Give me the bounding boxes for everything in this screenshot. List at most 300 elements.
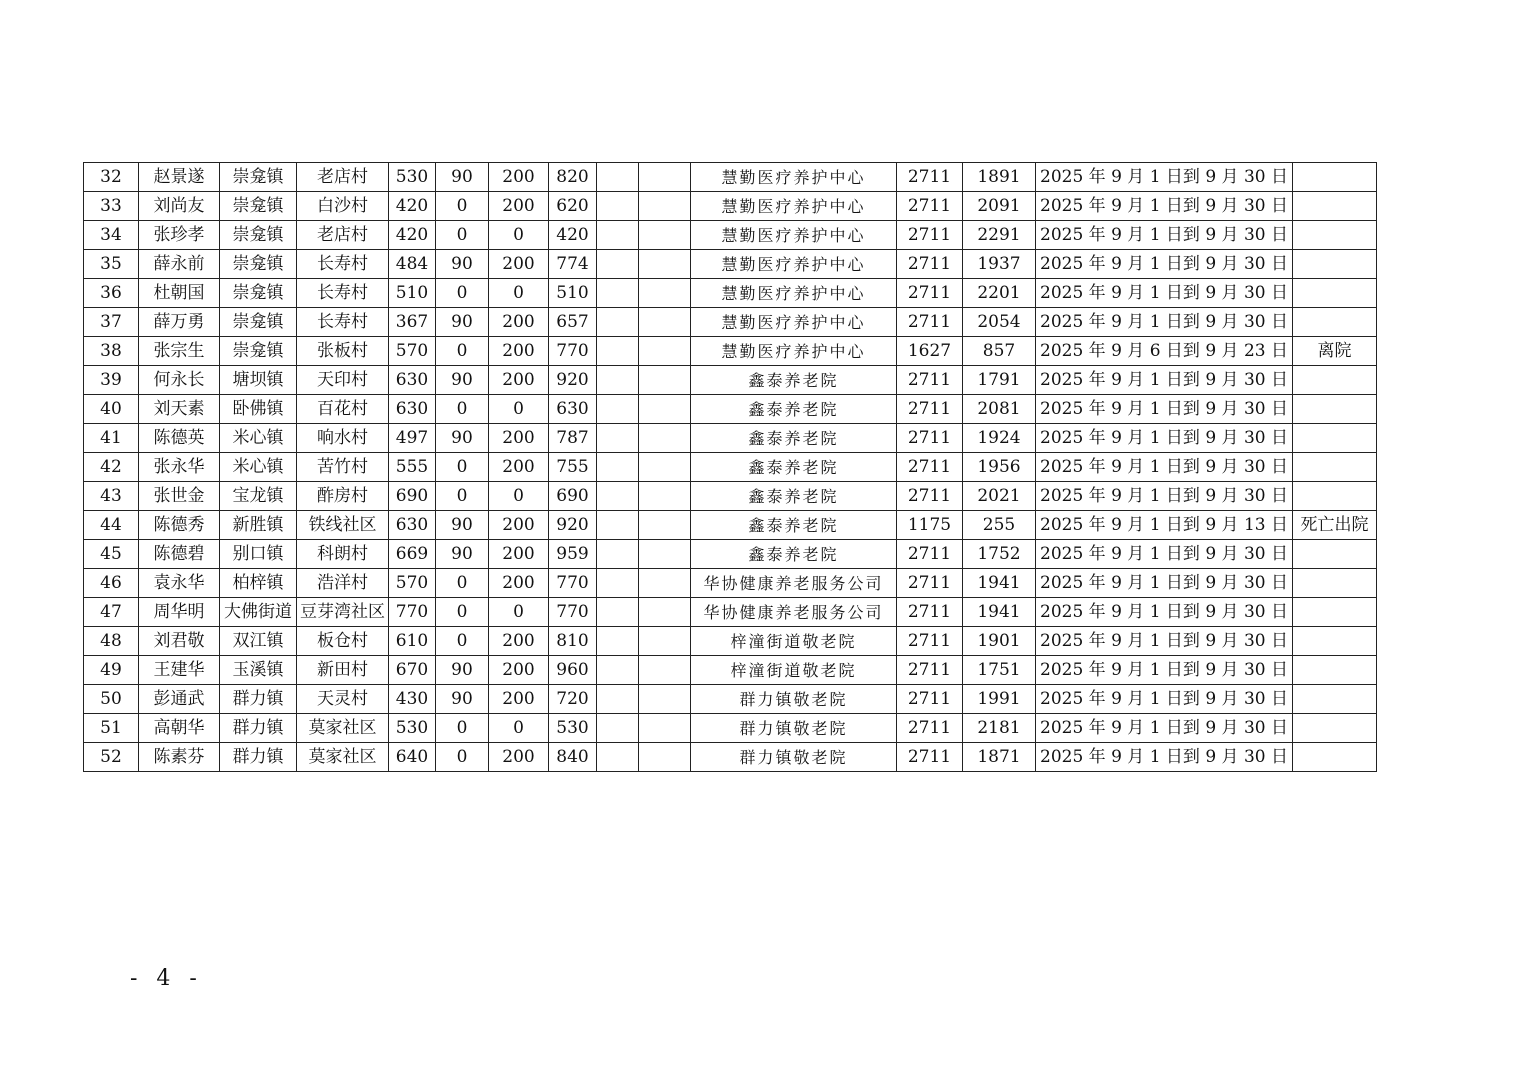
resident-name: 薛永前 [139, 250, 220, 279]
town: 新胜镇 [220, 511, 297, 540]
village: 酢房村 [297, 482, 389, 511]
table-row [84, 511, 1377, 540]
town: 卧佛镇 [220, 395, 297, 424]
service-period: 2025 年 9 月 1 日到 9 月 30 日 [1036, 453, 1293, 482]
empty-cell [639, 221, 691, 250]
fee-amount: 2711 [897, 656, 963, 685]
empty-cell [597, 540, 639, 569]
remark [1293, 308, 1377, 337]
empty-cell [639, 163, 691, 192]
row-number: 39 [84, 366, 139, 395]
town: 双江镇 [220, 627, 297, 656]
empty-cell [639, 511, 691, 540]
village: 响水村 [297, 424, 389, 453]
institution-name: 鑫泰养老院 [691, 424, 897, 453]
care-amount: 200 [489, 163, 549, 192]
fee-amount: 2711 [897, 714, 963, 743]
base-amount: 420 [389, 192, 436, 221]
table-row [84, 482, 1377, 511]
village: 莫家社区 [297, 714, 389, 743]
service-period: 2025 年 9 月 1 日到 9 月 30 日 [1036, 221, 1293, 250]
empty-cell [639, 395, 691, 424]
empty-cell [639, 337, 691, 366]
empty-cell [597, 424, 639, 453]
empty-cell [597, 569, 639, 598]
row-number: 32 [84, 163, 139, 192]
town: 崇龛镇 [220, 279, 297, 308]
resident-name: 刘天素 [139, 395, 220, 424]
village: 老店村 [297, 221, 389, 250]
balance-amount: 1751 [963, 656, 1036, 685]
care-amount: 200 [489, 743, 549, 772]
service-period: 2025 年 9 月 1 日到 9 月 30 日 [1036, 656, 1293, 685]
resident-name: 高朝华 [139, 714, 220, 743]
town: 崇龛镇 [220, 308, 297, 337]
town: 别口镇 [220, 540, 297, 569]
subsidy-amount: 0 [436, 482, 489, 511]
town: 崇龛镇 [220, 250, 297, 279]
row-number: 48 [84, 627, 139, 656]
table-row [84, 656, 1377, 685]
subsidy-amount: 0 [436, 627, 489, 656]
remark: 离院 [1293, 337, 1377, 366]
empty-cell [597, 337, 639, 366]
empty-cell [639, 308, 691, 337]
resident-name: 张世金 [139, 482, 220, 511]
subsidy-amount: 90 [436, 250, 489, 279]
service-period: 2025 年 9 月 1 日到 9 月 30 日 [1036, 192, 1293, 221]
fee-amount: 2711 [897, 453, 963, 482]
service-period: 2025 年 9 月 1 日到 9 月 30 日 [1036, 482, 1293, 511]
empty-cell [597, 250, 639, 279]
fee-amount: 2711 [897, 743, 963, 772]
total-amount: 770 [549, 337, 597, 366]
empty-cell [639, 627, 691, 656]
table-row [84, 395, 1377, 424]
base-amount: 530 [389, 163, 436, 192]
remark [1293, 366, 1377, 395]
table-row [84, 192, 1377, 221]
fee-amount: 2711 [897, 424, 963, 453]
town: 崇龛镇 [220, 163, 297, 192]
balance-amount: 255 [963, 511, 1036, 540]
empty-cell [639, 250, 691, 279]
base-amount: 669 [389, 540, 436, 569]
total-amount: 820 [549, 163, 597, 192]
remark [1293, 279, 1377, 308]
town: 群力镇 [220, 743, 297, 772]
subsidy-amount: 0 [436, 221, 489, 250]
village: 百花村 [297, 395, 389, 424]
row-number: 51 [84, 714, 139, 743]
fee-amount: 2711 [897, 279, 963, 308]
total-amount: 920 [549, 366, 597, 395]
balance-amount: 2091 [963, 192, 1036, 221]
empty-cell [597, 308, 639, 337]
institution-name: 鑫泰养老院 [691, 366, 897, 395]
institution-name: 慧勤医疗养护中心 [691, 250, 897, 279]
resident-name: 赵景遂 [139, 163, 220, 192]
resident-name: 张珍孝 [139, 221, 220, 250]
village: 铁线社区 [297, 511, 389, 540]
balance-amount: 1941 [963, 598, 1036, 627]
empty-cell [597, 279, 639, 308]
base-amount: 430 [389, 685, 436, 714]
empty-cell [597, 221, 639, 250]
remark [1293, 163, 1377, 192]
empty-cell [597, 656, 639, 685]
row-number: 40 [84, 395, 139, 424]
balance-amount: 1956 [963, 453, 1036, 482]
empty-cell [639, 743, 691, 772]
fee-amount: 2711 [897, 250, 963, 279]
remark [1293, 395, 1377, 424]
care-amount: 200 [489, 337, 549, 366]
institution-name: 鑫泰养老院 [691, 482, 897, 511]
total-amount: 770 [549, 598, 597, 627]
resident-name: 陈德秀 [139, 511, 220, 540]
service-period: 2025 年 9 月 1 日到 9 月 30 日 [1036, 540, 1293, 569]
table-row [84, 569, 1377, 598]
care-amount: 200 [489, 250, 549, 279]
town: 塘坝镇 [220, 366, 297, 395]
row-number: 41 [84, 424, 139, 453]
table-row [84, 366, 1377, 395]
care-amount: 200 [489, 540, 549, 569]
subsidy-amount: 0 [436, 598, 489, 627]
balance-amount: 2021 [963, 482, 1036, 511]
institution-name: 梓潼街道敬老院 [691, 627, 897, 656]
institution-name: 华协健康养老服务公司 [691, 598, 897, 627]
row-number: 52 [84, 743, 139, 772]
resident-name: 彭通武 [139, 685, 220, 714]
subsidy-amount: 0 [436, 714, 489, 743]
balance-amount: 2181 [963, 714, 1036, 743]
service-period: 2025 年 9 月 1 日到 9 月 30 日 [1036, 163, 1293, 192]
institution-name: 鑫泰养老院 [691, 540, 897, 569]
village: 新田村 [297, 656, 389, 685]
base-amount: 497 [389, 424, 436, 453]
empty-cell [597, 714, 639, 743]
base-amount: 570 [389, 337, 436, 366]
remark [1293, 192, 1377, 221]
care-amount: 200 [489, 308, 549, 337]
row-number: 45 [84, 540, 139, 569]
resident-name: 王建华 [139, 656, 220, 685]
village: 苦竹村 [297, 453, 389, 482]
roster-body [84, 163, 1377, 772]
balance-amount: 1791 [963, 366, 1036, 395]
care-amount: 0 [489, 482, 549, 511]
total-amount: 787 [549, 424, 597, 453]
total-amount: 420 [549, 221, 597, 250]
institution-name: 慧勤医疗养护中心 [691, 163, 897, 192]
remark [1293, 482, 1377, 511]
remark [1293, 627, 1377, 656]
fee-amount: 2711 [897, 627, 963, 656]
service-period: 2025 年 9 月 1 日到 9 月 30 日 [1036, 395, 1293, 424]
empty-cell [597, 598, 639, 627]
balance-amount: 2291 [963, 221, 1036, 250]
remark [1293, 221, 1377, 250]
empty-cell [597, 743, 639, 772]
row-number: 38 [84, 337, 139, 366]
row-number: 42 [84, 453, 139, 482]
institution-name: 慧勤医疗养护中心 [691, 221, 897, 250]
empty-cell [597, 192, 639, 221]
village: 板仓村 [297, 627, 389, 656]
care-amount: 0 [489, 598, 549, 627]
resident-name: 周华明 [139, 598, 220, 627]
base-amount: 640 [389, 743, 436, 772]
page-number: - 4 - [130, 966, 203, 991]
row-number: 33 [84, 192, 139, 221]
empty-cell [597, 685, 639, 714]
service-period: 2025 年 9 月 1 日到 9 月 30 日 [1036, 743, 1293, 772]
fee-amount: 2711 [897, 221, 963, 250]
institution-name: 鑫泰养老院 [691, 511, 897, 540]
base-amount: 770 [389, 598, 436, 627]
institution-name: 慧勤医疗养护中心 [691, 192, 897, 221]
subsidy-amount: 0 [436, 279, 489, 308]
subsidy-amount: 90 [436, 163, 489, 192]
balance-amount: 1871 [963, 743, 1036, 772]
care-amount: 200 [489, 453, 549, 482]
row-number: 36 [84, 279, 139, 308]
balance-amount: 1991 [963, 685, 1036, 714]
village: 张板村 [297, 337, 389, 366]
table-row [84, 163, 1377, 192]
subsidy-amount: 0 [436, 569, 489, 598]
row-number: 44 [84, 511, 139, 540]
care-amount: 200 [489, 656, 549, 685]
table-row [84, 685, 1377, 714]
base-amount: 630 [389, 395, 436, 424]
fee-amount: 2711 [897, 163, 963, 192]
table-row [84, 250, 1377, 279]
table-row [84, 627, 1377, 656]
roster-table [83, 162, 1377, 772]
institution-name: 慧勤医疗养护中心 [691, 279, 897, 308]
total-amount: 810 [549, 627, 597, 656]
empty-cell [639, 598, 691, 627]
row-number: 34 [84, 221, 139, 250]
institution-name: 梓潼街道敬老院 [691, 656, 897, 685]
fee-amount: 2711 [897, 540, 963, 569]
village: 天灵村 [297, 685, 389, 714]
table-row [84, 453, 1377, 482]
resident-name: 张永华 [139, 453, 220, 482]
empty-cell [597, 163, 639, 192]
care-amount: 200 [489, 627, 549, 656]
empty-cell [639, 453, 691, 482]
town: 米心镇 [220, 453, 297, 482]
fee-amount: 2711 [897, 366, 963, 395]
resident-name: 张宗生 [139, 337, 220, 366]
total-amount: 774 [549, 250, 597, 279]
remark [1293, 598, 1377, 627]
resident-name: 刘君敬 [139, 627, 220, 656]
remark [1293, 656, 1377, 685]
subsidy-amount: 90 [436, 656, 489, 685]
village: 科朗村 [297, 540, 389, 569]
table-row [84, 337, 1377, 366]
town: 米心镇 [220, 424, 297, 453]
village: 豆芽湾社区 [297, 598, 389, 627]
table-row [84, 743, 1377, 772]
balance-amount: 1891 [963, 163, 1036, 192]
care-amount: 200 [489, 685, 549, 714]
subsidy-amount: 0 [436, 192, 489, 221]
total-amount: 755 [549, 453, 597, 482]
balance-amount: 1752 [963, 540, 1036, 569]
service-period: 2025 年 9 月 1 日到 9 月 13 日 [1036, 511, 1293, 540]
institution-name: 群力镇敬老院 [691, 743, 897, 772]
town: 崇龛镇 [220, 337, 297, 366]
base-amount: 570 [389, 569, 436, 598]
subsidy-amount: 0 [436, 337, 489, 366]
base-amount: 484 [389, 250, 436, 279]
town: 玉溪镇 [220, 656, 297, 685]
town: 大佛街道 [220, 598, 297, 627]
empty-cell [597, 395, 639, 424]
subsidy-amount: 90 [436, 685, 489, 714]
empty-cell [639, 714, 691, 743]
remark [1293, 453, 1377, 482]
care-amount: 0 [489, 395, 549, 424]
balance-amount: 1937 [963, 250, 1036, 279]
total-amount: 960 [549, 656, 597, 685]
institution-name: 群力镇敬老院 [691, 685, 897, 714]
village: 浩洋村 [297, 569, 389, 598]
service-period: 2025 年 9 月 1 日到 9 月 30 日 [1036, 598, 1293, 627]
total-amount: 620 [549, 192, 597, 221]
institution-name: 慧勤医疗养护中心 [691, 337, 897, 366]
row-number: 46 [84, 569, 139, 598]
balance-amount: 1901 [963, 627, 1036, 656]
fee-amount: 2711 [897, 192, 963, 221]
resident-name: 杜朝国 [139, 279, 220, 308]
table-row [84, 714, 1377, 743]
empty-cell [597, 453, 639, 482]
base-amount: 630 [389, 511, 436, 540]
fee-amount: 2711 [897, 395, 963, 424]
total-amount: 720 [549, 685, 597, 714]
service-period: 2025 年 9 月 1 日到 9 月 30 日 [1036, 627, 1293, 656]
remark: 死亡出院 [1293, 511, 1377, 540]
balance-amount: 857 [963, 337, 1036, 366]
village: 长寿村 [297, 279, 389, 308]
village: 老店村 [297, 163, 389, 192]
fee-amount: 1175 [897, 511, 963, 540]
balance-amount: 2054 [963, 308, 1036, 337]
service-period: 2025 年 9 月 1 日到 9 月 30 日 [1036, 308, 1293, 337]
town: 柏梓镇 [220, 569, 297, 598]
service-period: 2025 年 9 月 1 日到 9 月 30 日 [1036, 685, 1293, 714]
remark [1293, 540, 1377, 569]
subsidy-amount: 0 [436, 395, 489, 424]
care-amount: 0 [489, 279, 549, 308]
total-amount: 770 [549, 569, 597, 598]
service-period: 2025 年 9 月 1 日到 9 月 30 日 [1036, 279, 1293, 308]
resident-name: 刘尚友 [139, 192, 220, 221]
total-amount: 920 [549, 511, 597, 540]
subsidy-amount: 90 [436, 540, 489, 569]
fee-amount: 1627 [897, 337, 963, 366]
care-amount: 200 [489, 511, 549, 540]
row-number: 47 [84, 598, 139, 627]
base-amount: 530 [389, 714, 436, 743]
remark [1293, 424, 1377, 453]
base-amount: 630 [389, 366, 436, 395]
institution-name: 华协健康养老服务公司 [691, 569, 897, 598]
table-row [84, 221, 1377, 250]
table-row [84, 540, 1377, 569]
row-number: 43 [84, 482, 139, 511]
resident-name: 何永长 [139, 366, 220, 395]
resident-name: 陈德碧 [139, 540, 220, 569]
town: 宝龙镇 [220, 482, 297, 511]
fee-amount: 2711 [897, 569, 963, 598]
table-row [84, 424, 1377, 453]
town: 群力镇 [220, 685, 297, 714]
village: 莫家社区 [297, 743, 389, 772]
service-period: 2025 年 9 月 1 日到 9 月 30 日 [1036, 424, 1293, 453]
subsidy-amount: 90 [436, 308, 489, 337]
remark [1293, 714, 1377, 743]
remark [1293, 743, 1377, 772]
base-amount: 420 [389, 221, 436, 250]
care-amount: 0 [489, 221, 549, 250]
total-amount: 690 [549, 482, 597, 511]
row-number: 49 [84, 656, 139, 685]
empty-cell [597, 511, 639, 540]
empty-cell [597, 366, 639, 395]
fee-amount: 2711 [897, 598, 963, 627]
care-amount: 0 [489, 714, 549, 743]
fee-amount: 2711 [897, 482, 963, 511]
town: 崇龛镇 [220, 192, 297, 221]
empty-cell [639, 482, 691, 511]
row-number: 35 [84, 250, 139, 279]
remark [1293, 685, 1377, 714]
subsidy-amount: 90 [436, 366, 489, 395]
empty-cell [639, 192, 691, 221]
base-amount: 367 [389, 308, 436, 337]
empty-cell [639, 424, 691, 453]
base-amount: 555 [389, 453, 436, 482]
empty-cell [639, 656, 691, 685]
empty-cell [639, 540, 691, 569]
balance-amount: 1924 [963, 424, 1036, 453]
town: 群力镇 [220, 714, 297, 743]
resident-name: 薛万勇 [139, 308, 220, 337]
village: 白沙村 [297, 192, 389, 221]
balance-amount: 2081 [963, 395, 1036, 424]
row-number: 37 [84, 308, 139, 337]
resident-name: 陈素芬 [139, 743, 220, 772]
village: 天印村 [297, 366, 389, 395]
institution-name: 鑫泰养老院 [691, 395, 897, 424]
remark [1293, 250, 1377, 279]
empty-cell [639, 279, 691, 308]
service-period: 2025 年 9 月 6 日到 9 月 23 日 [1036, 337, 1293, 366]
fee-amount: 2711 [897, 685, 963, 714]
empty-cell [639, 685, 691, 714]
village: 长寿村 [297, 250, 389, 279]
total-amount: 510 [549, 279, 597, 308]
service-period: 2025 年 9 月 1 日到 9 月 30 日 [1036, 569, 1293, 598]
